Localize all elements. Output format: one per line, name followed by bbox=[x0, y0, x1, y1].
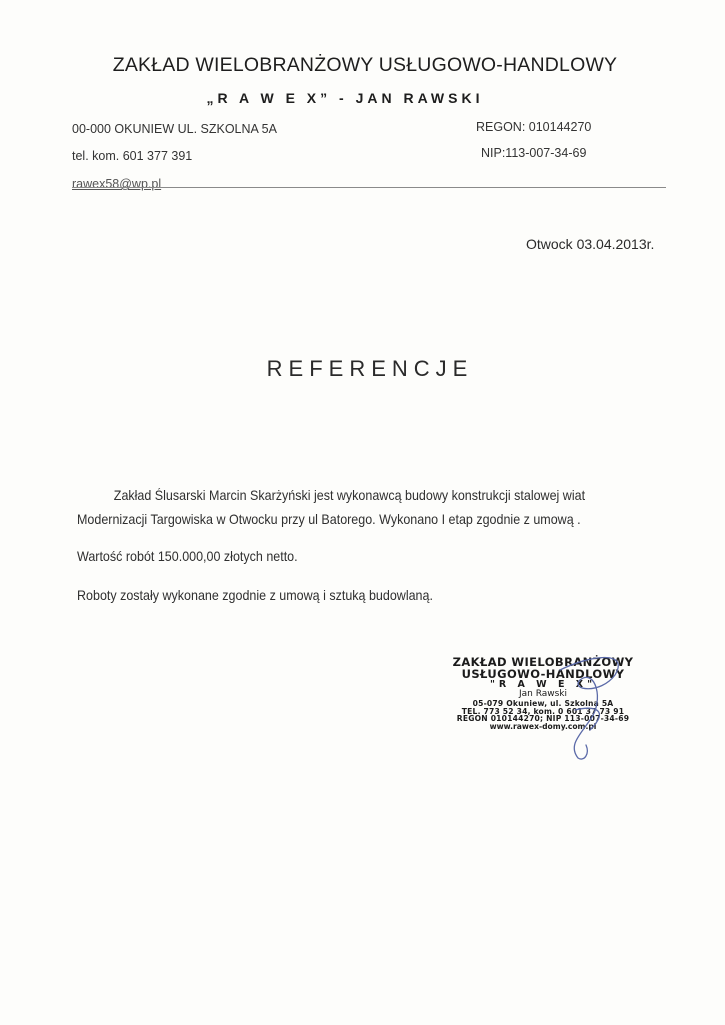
stamp-line-7: REGON 010144270; NIP 113-007-34-69 bbox=[456, 714, 630, 724]
company-nip: NIP:113-007-34-69 bbox=[481, 146, 587, 160]
company-phone: tel. kom. 601 377 391 bbox=[72, 149, 193, 163]
stamp-line-4: Jan Rawski bbox=[518, 689, 568, 700]
letter-body bbox=[77, 484, 611, 608]
company-subtitle: „R A W E X” - JAN RAWSKI bbox=[206, 90, 484, 106]
company-regon: REGON: 010144270 bbox=[476, 120, 592, 134]
body-paragraph-2: Wartość robót 150.000,00 złotych netto. bbox=[77, 549, 298, 565]
handwritten-signature bbox=[520, 650, 640, 765]
stamp-line-2: USŁUGOWO-HANDLOWY bbox=[461, 667, 625, 682]
stamp-line-1: ZAKŁAD WIELOBRANŻOWY bbox=[452, 655, 634, 669]
company-address: 00-000 OKUNIEW UL. SZKOLNA 5A bbox=[72, 122, 277, 136]
body-paragraph-1: Zakład Ślusarski Marcin Skarżyński jest wykonawcą budowy konstrukcji stalowej wiat Modernizacji Targowiska w Otwocku przy ul Batorego. Wykonano I etap zgodnie z umową . bbox=[77, 488, 586, 528]
stamp-line-8: www.rawex-domy.com.pl bbox=[489, 722, 597, 732]
document-title: REFERENCJE bbox=[266, 356, 474, 381]
letter-date: Otwock 03.04.2013r. bbox=[526, 236, 655, 252]
stamp-line-6: TEL. 773 52 34, kom. 0 601 37 73 91 bbox=[461, 706, 625, 716]
company-email: rawex58@wp.pl bbox=[72, 177, 162, 191]
company-name: ZAKŁAD WIELOBRANŻOWY USŁUGOWO-HANDLOWY bbox=[112, 54, 618, 76]
stamp-line-5: 05-079 Okuniew, ul. Szkolna 5A bbox=[472, 698, 614, 708]
header-divider bbox=[72, 187, 666, 188]
body-paragraph-3: Roboty zostały wykonane zgodnie z umową i sztuką budowlaną. bbox=[77, 587, 433, 603]
stamp-line-3: "R A W E X" bbox=[489, 679, 597, 691]
